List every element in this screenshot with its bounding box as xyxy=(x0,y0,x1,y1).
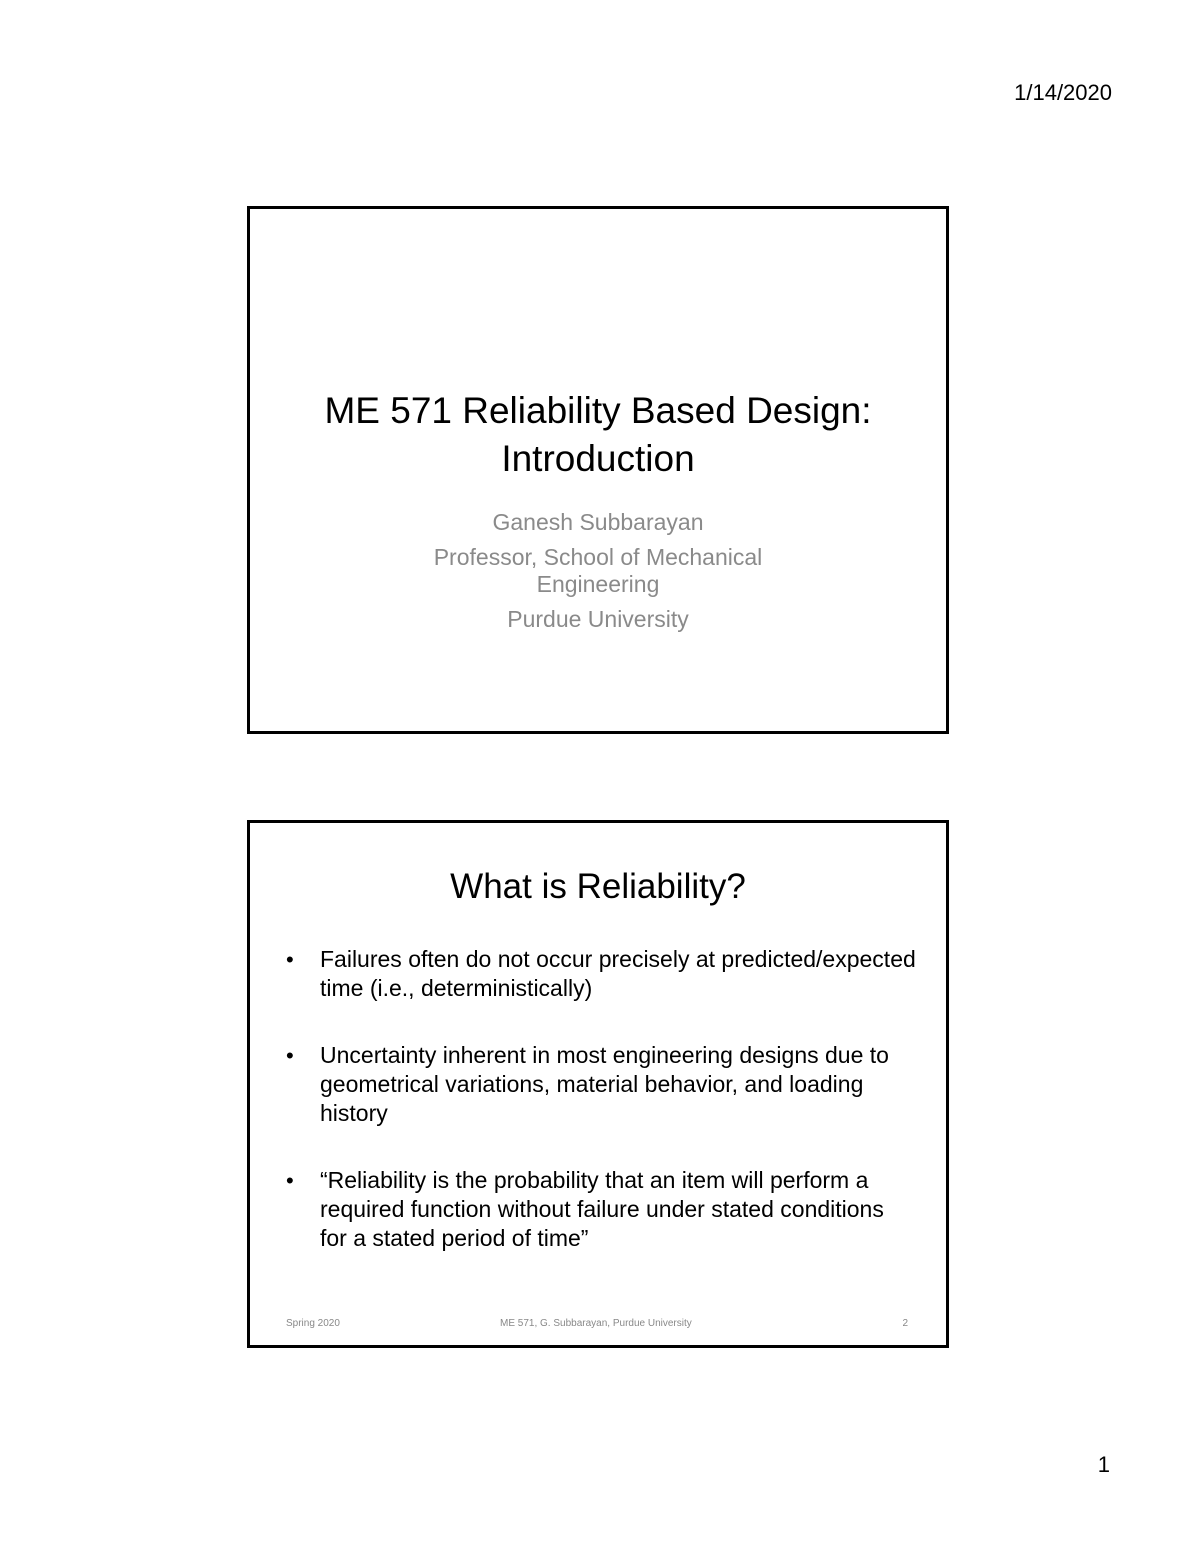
bullet-dot-icon: • xyxy=(286,1043,294,1068)
author-position-line-2: Engineering xyxy=(536,571,660,597)
slide-title xyxy=(247,206,949,734)
slide-1-title xyxy=(250,387,946,483)
title-line-1: ME 571 Reliability Based Design: xyxy=(324,390,872,431)
bullet-text: “Reliability is the probability that an item will perform a required function without failure under stated conditions for a stated period of time” xyxy=(320,1167,884,1251)
institution: Purdue University xyxy=(507,606,689,632)
slide-footer-number: 2 xyxy=(902,1318,908,1329)
bullet-list xyxy=(286,945,916,1291)
page-date: 1/14/2020 xyxy=(1014,80,1112,105)
bullet-item xyxy=(286,1166,916,1253)
slide-what-is-reliability xyxy=(247,820,949,1348)
page-number: 1 xyxy=(1097,1452,1110,1477)
slide-2-title: What is Reliability? xyxy=(450,867,746,906)
title-line-2: Introduction xyxy=(501,438,695,479)
bullet-text: Failures often do not occur precisely at predicted/expected time (i.e., deterministically) xyxy=(320,946,916,1001)
bullet-item xyxy=(286,1041,916,1128)
bullet-dot-icon: • xyxy=(286,947,294,972)
author-name: Ganesh Subbarayan xyxy=(492,509,704,535)
bullet-text: Uncertainty inherent in most engineering designs due to geometrical variations, material behavior, and loading history xyxy=(320,1042,889,1126)
slide-1-subtitle xyxy=(310,509,886,633)
bullet-item xyxy=(286,945,916,1003)
bullet-dot-icon: • xyxy=(286,1168,294,1193)
slide-footer-date: Spring 2020 xyxy=(286,1318,340,1329)
slide-footer-course: ME 571, G. Subbarayan, Purdue University xyxy=(500,1318,692,1329)
author-position-line-1: Professor, School of Mechanical xyxy=(433,544,763,570)
